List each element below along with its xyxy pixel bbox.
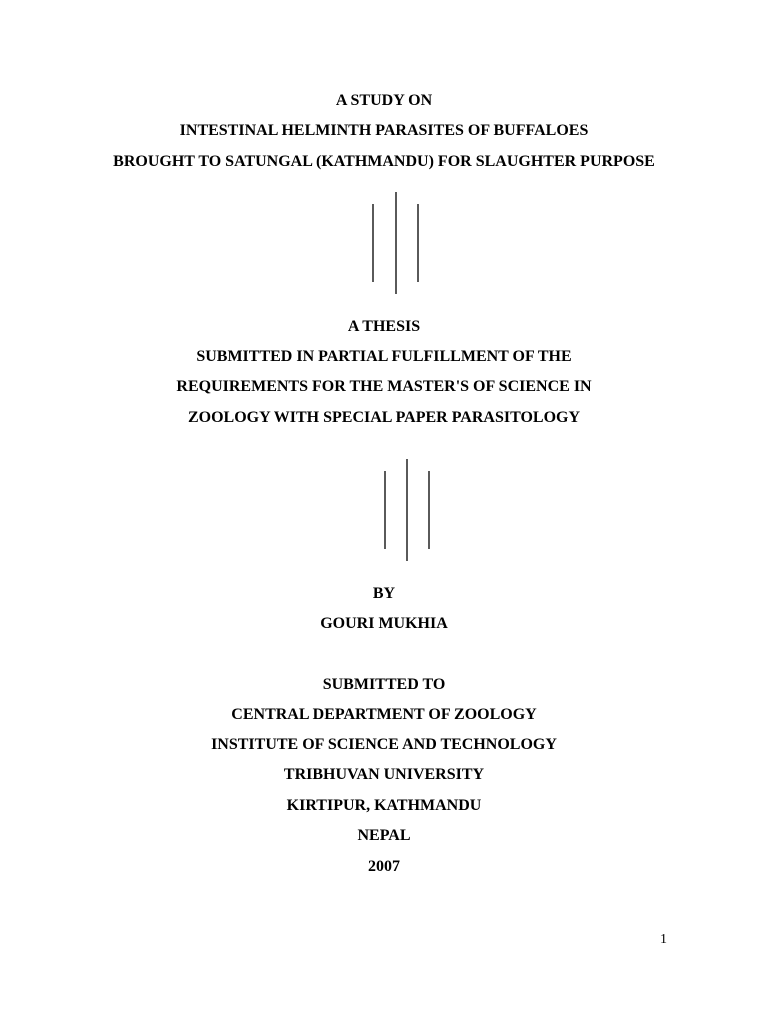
country-name: NEPAL xyxy=(357,827,411,844)
thesis-line-4: ZOOLOGY WITH SPECIAL PAPER PARASITOLOGY xyxy=(187,409,581,426)
by-label: BY xyxy=(372,585,396,602)
author-name: GOURI MUKHIA xyxy=(320,615,448,632)
thesis-line-1: A THESIS xyxy=(347,318,421,335)
title-line-2: INTESTINAL HELMINTH PARASITES OF BUFFALOES xyxy=(179,122,589,139)
title-line-3: BROUGHT TO SATUNGAL (KATHMANDU) FOR SLAUGHTER PURPOSE xyxy=(113,153,655,170)
submitted-to-label: SUBMITTED TO xyxy=(322,676,446,693)
vertical-rule-divider-bottom xyxy=(378,457,438,565)
vertical-rule-divider-top xyxy=(366,190,426,298)
department-name: CENTRAL DEPARTMENT OF ZOOLOGY xyxy=(231,706,537,723)
thesis-line-3: REQUIREMENTS FOR THE MASTER'S OF SCIENCE IN xyxy=(176,378,592,395)
university-name: TRIBHUVAN UNIVERSITY xyxy=(283,766,485,783)
page-number: 1 xyxy=(660,932,667,947)
institute-name: INSTITUTE OF SCIENCE AND TECHNOLOGY xyxy=(211,736,557,753)
thesis-line-2: SUBMITTED IN PARTIAL FULFILLMENT OF THE xyxy=(196,348,572,365)
submission-year: 2007 xyxy=(368,858,400,875)
title-line-1: A STUDY ON xyxy=(335,92,433,109)
city-name: KIRTIPUR, KATHMANDU xyxy=(286,797,482,814)
